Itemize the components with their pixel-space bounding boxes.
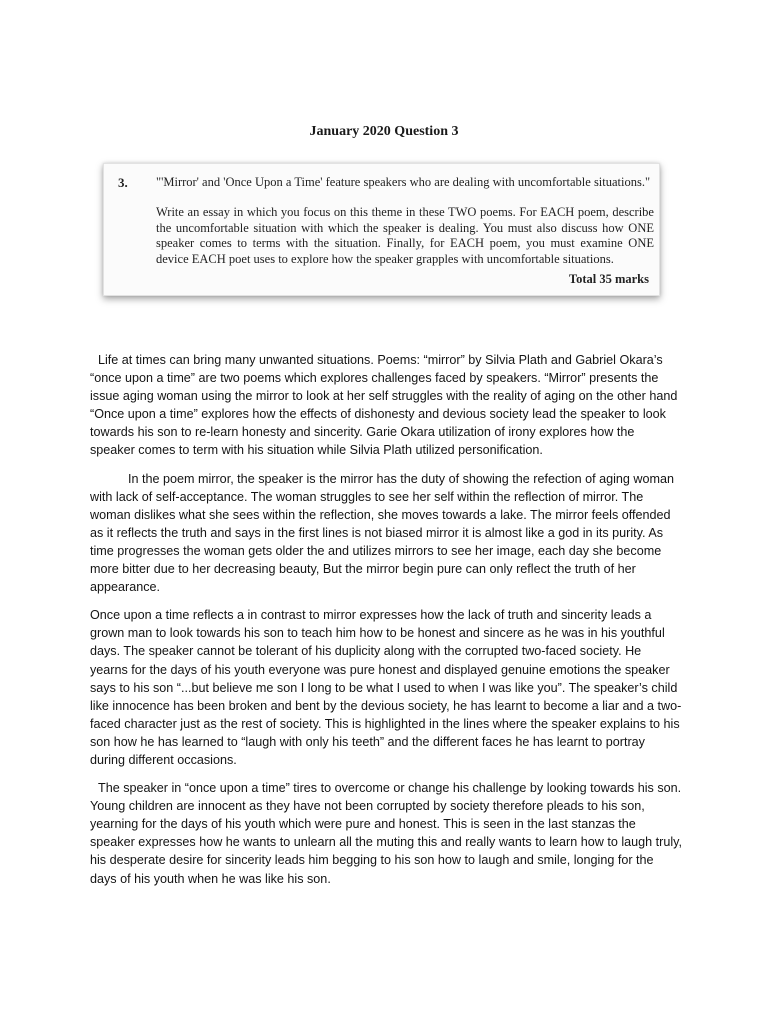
- question-quote: "'Mirror' and 'Once Upon a Time' feature speakers who are dealing with uncomfortable situations.": [156, 175, 651, 189]
- essay-paragraph-mirror: In the poem mirror, the speaker is the mirror has the duty of showing the refection of aging woman with lack of self-acceptance. The woman struggles to see her self within the reflection of mirror. The woman dislikes what she sees within the reflection, she moves towards a lake. The mirror feels offended as it reflects the truth and says in the first lines is not biased mirror it is almost like a god in its purity. As time progresses the woman gets older the and utilizes mirrors to see her image, each day she become more bitter due to her decreasing beauty, But the mirror begin pure can only reflect the truth of her appearance.: [90, 471, 675, 595]
- question-image: [103, 163, 660, 296]
- question-number: 3.: [118, 175, 128, 190]
- essay-paragraph-speaker-challenge: The speaker in “once upon a time” tires to overcome or change his challenge by looking towards his son. Young children are innocent as they have not been corrupted by society therefore pleads to his son, yearning for the days of his youth which were pure and honest. This is seen in the last stanzas the speaker expresses how he wants to unlearn all the muting this and really wants to learn how to laugh truly, his desperate desire for sincerity leads him begging to his son how to laugh and smile, longing for the days of his youth when he was like his son.: [90, 781, 682, 886]
- page-heading: January 2020 Question 3: [309, 124, 459, 139]
- essay-paragraph-introduction: Life at times can bring many unwanted situations. Poems: “mirror” by Silvia Plath and Gabriel Okara’s “once upon a time” are two poems which explores challenges faced by speakers. “Mirror” presents the issue aging woman using the mirror to look at her self struggles with the reality of aging on the other hand “Once upon a time” explores how the effects of dishonesty and devious society lead the speaker to look towards his son to re-learn honesty and sincerity. Garie Okara utilization of irony explores how the speaker comes to term with his situation while Silvia Plath utilized personification.: [90, 353, 678, 458]
- essay-paragraph-once-upon-a-time: Once upon a time reflects a in contrast to mirror expresses how the lack of truth and sincerity leads a grown man to look towards his son to teach him how to be honest and sincere as he was in his youthful days. The speaker cannot be tolerant of his duplicity along with the corrupted two-faced society. He yearns for the days of his youth everyone was pure honest and displayed genuine emotions the speaker says to his son “...but believe me son I long to be what I used to when I was like you”. The speaker’s child like innocence has been broken and bent by the devious society, he has learnt to become a liar and a two-faced character just as the rest of society. This is highlighted in the lines where the speaker explains to his son how he has learned to “laugh with only his teeth” and the different faces he has learnt to portray during different occasions.: [90, 608, 682, 767]
- question-total-marks: Total 35 marks: [568, 272, 649, 286]
- question-instructions: Write an essay in which you focus on this theme in these TWO poems. For EACH poem, describe the uncomfortable situation with which the speaker is dealing. You must also discuss how ONE speaker comes to terms with the situation. Finally, for EACH poem, you must examine ONE device EACH poet uses to explore how the speaker grapples with uncomfortable situations.: [156, 205, 654, 266]
- essay-body: [90, 351, 682, 898]
